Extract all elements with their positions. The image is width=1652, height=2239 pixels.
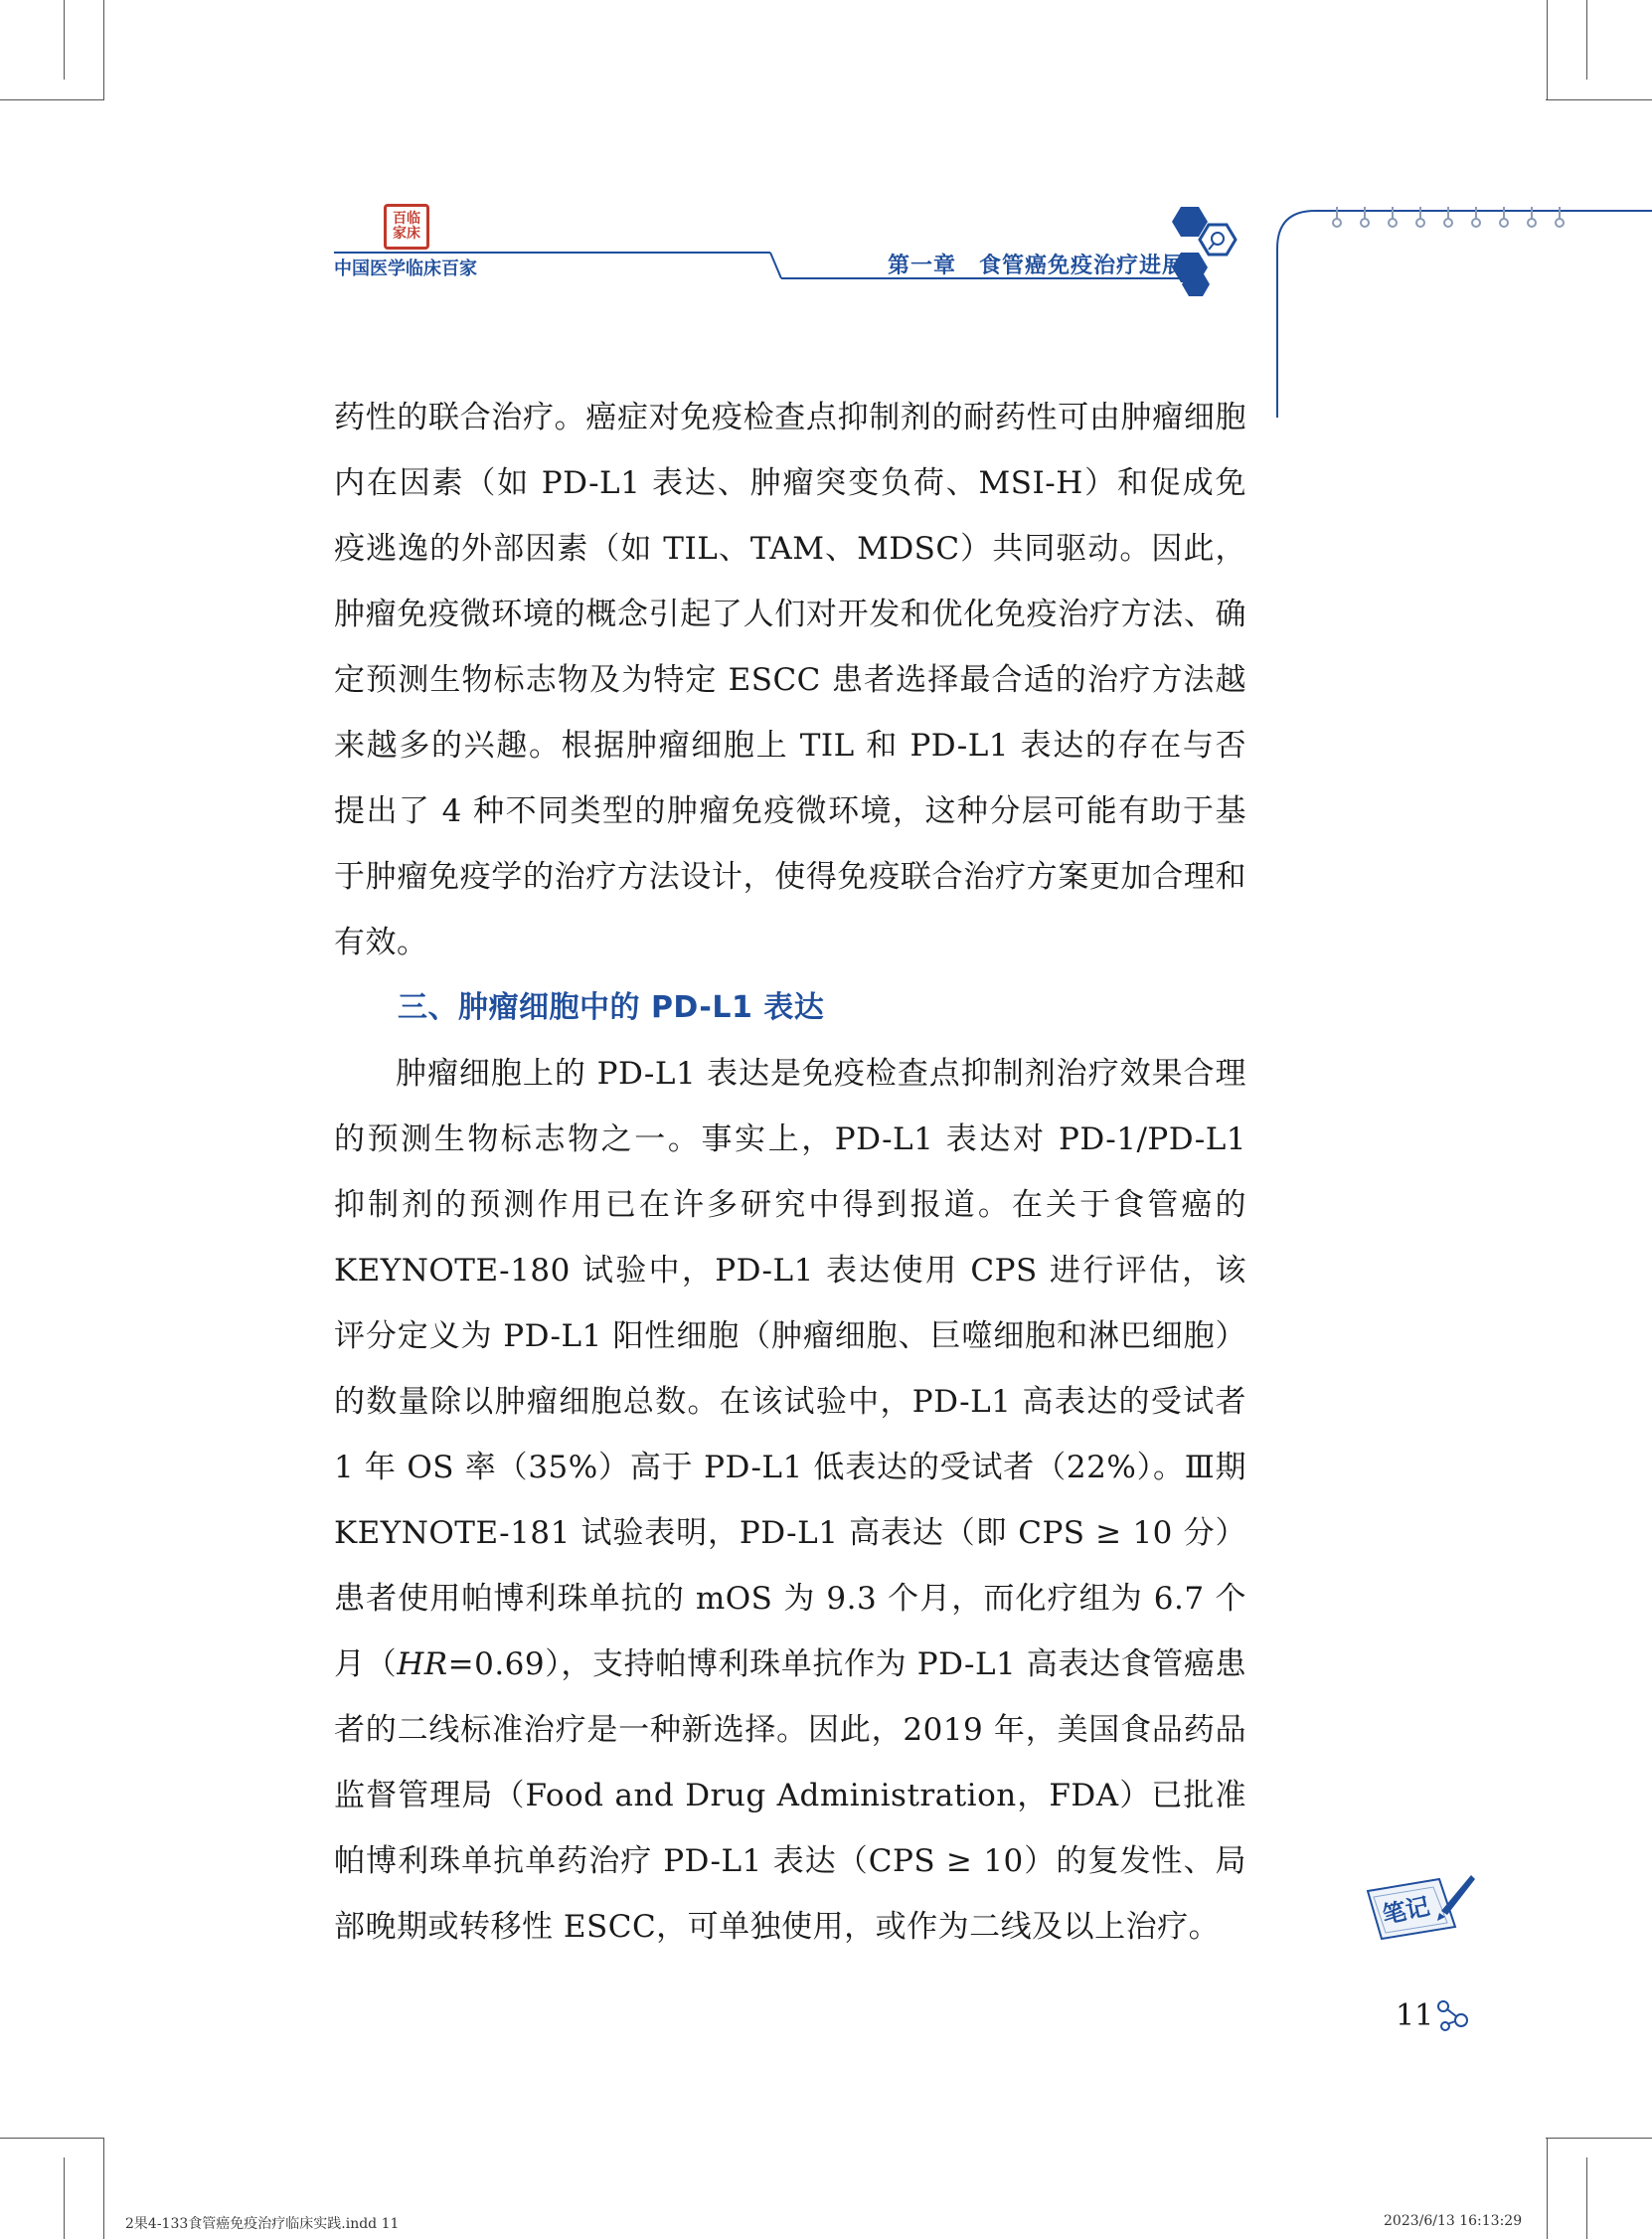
file-slug: 2果4-133食管癌免疫治疗临床实践.indd 11: [125, 2216, 400, 2232]
print-timestamp: 2023/6/13 16:13:29: [1384, 2213, 1523, 2229]
crop-mark: [1546, 2138, 1652, 2139]
crop-mark: [1586, 2157, 1587, 2239]
logo-text: 百临家床: [393, 211, 420, 242]
crop-mark: [0, 2138, 104, 2139]
book-logo-icon: [384, 204, 429, 250]
chapter-title: 第一章 食管癌免疫治疗进展: [888, 254, 1186, 278]
crop-mark: [103, 2138, 104, 2239]
molecule-icon: [1435, 1998, 1471, 2034]
ring-binder-icon: [1327, 205, 1575, 235]
series-name: 中国医学临床百家: [334, 258, 477, 279]
crop-mark: [64, 2157, 65, 2239]
paragraph: [334, 1041, 1246, 1960]
crop-mark: [1547, 2138, 1548, 2239]
paragraph: 药性的联合治疗。癌症对免疫检查点抑制剂的耐药性可由肿瘤细胞内在因素（如 PD-L1 表达、肿瘤突变负荷、MSI-H）和促成免疫逃逸的外部因素（如 TIL、TAM、MDSC）共同驱动。因此，肿瘤免疫微环境的概念引起了人们对开发和优化免疫治疗方法、确定预测生物标志物及为特定 ESCC 患者选择最合适的治疗方法越来越多的兴趣。根据肿瘤细胞上 TIL 和 PD-L1 表达的存在与否提出了 4 种不同类型的肿瘤免疫微环境，这种分层可能有助于基于肿瘤免疫学的治疗方法设计，使得免疫联合治疗方案更加合理和有效。: [334, 400, 1246, 960]
body-text: [334, 385, 1246, 1960]
page-number: 11: [1396, 1998, 1434, 2033]
hazard-ratio-label: HR: [397, 1646, 448, 1682]
notes-label: 笔记: [1379, 1891, 1432, 1930]
paragraph-text: 肿瘤细胞上的 PD-L1 表达是免疫检查点抑制剂治疗效果合理的预测生物标志物之一。事实上，PD-L1 表达对 PD-1/PD-L1 抑制剂的预测作用已在许多研究中得到报道。在关于食管癌的 KEYNOTE-180 试验中，PD-L1 表达使用 CPS 进行评估，该评分定义为 PD-L1 阳性细胞（肿瘤细胞、巨噬细胞和淋巴细胞）的数量除以肿瘤细胞总数。在该试验中，PD-L1 高表达的受试者 1 年 OS 率（35%）高于 PD-L1 低表达的受试者（22%）。Ⅲ期 KEYNOTE-181 试验表明，PD-L1 高表达（即 CPS ≥ 10 分）患者使用帕博利珠单抗的 mOS 为 9.3 个月，而化疗组为 6.7 个月（: [334, 1056, 1246, 1682]
section-heading: 三、肿瘤细胞中的 PD-L1 表达: [398, 990, 825, 1025]
paragraph-text: =0.69），支持帕博利珠单抗作为 PD-L1 高表达食管癌患者的二线标准治疗是一种新选择。因此，2019 年，美国食品药品监督管理局（Food and Drug Administration，FDA）已批准帕博利珠单抗单药治疗 PD-L1 表达（CPS ≥ 10）的复发性、局部晚期或转移性 ESCC，可单独使用，或作为二线及以上治疗。: [334, 1646, 1246, 1945]
